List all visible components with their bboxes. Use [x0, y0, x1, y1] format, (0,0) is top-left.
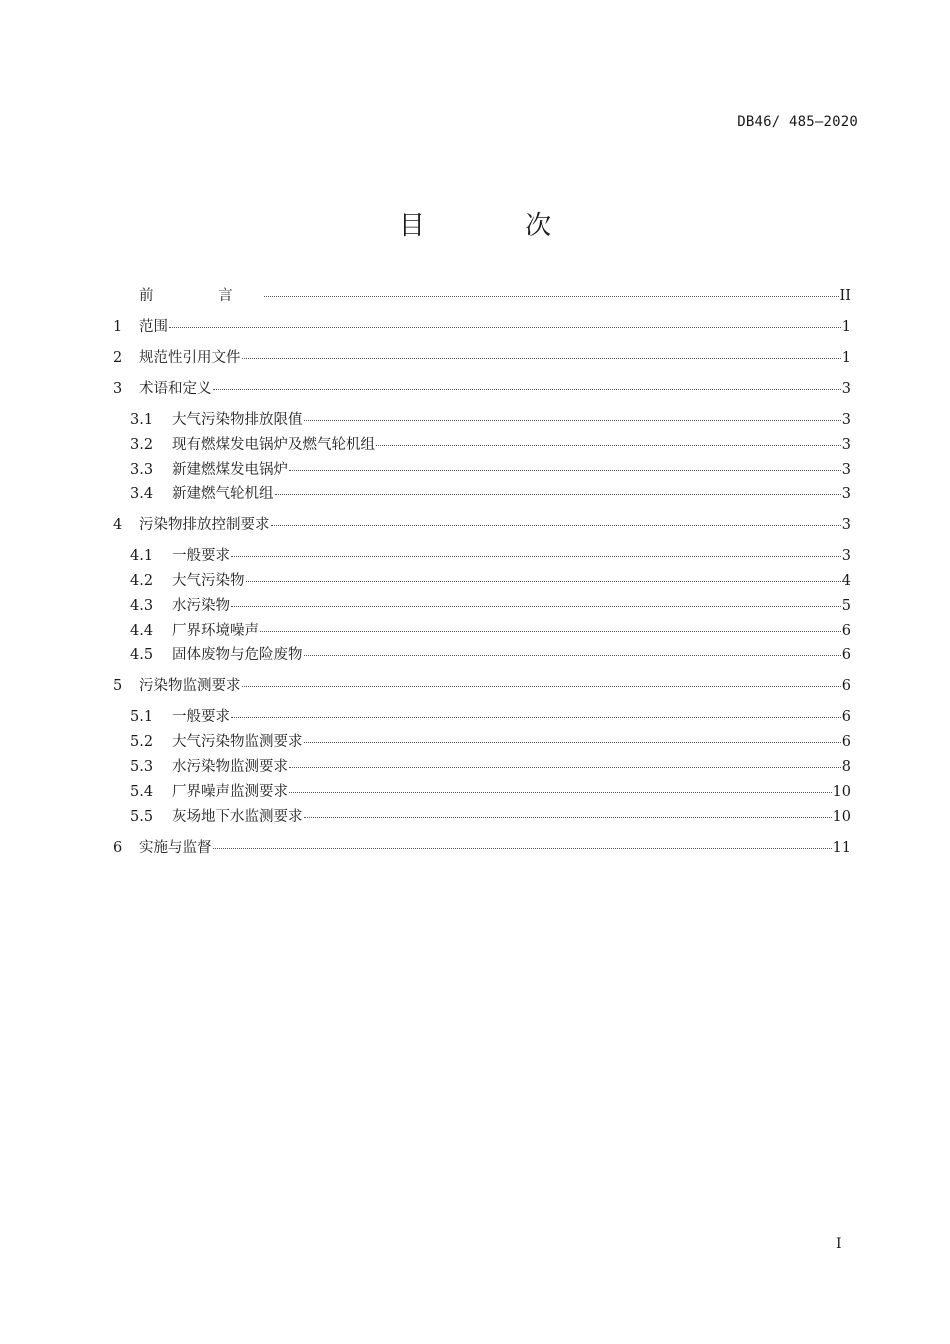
toc-leader-dots [169, 327, 841, 328]
toc-leader-dots [231, 717, 841, 718]
toc-subentry[interactable] [113, 705, 851, 730]
toc-subentry[interactable] [113, 730, 851, 755]
toc-subentry[interactable] [113, 594, 851, 619]
toc-entry[interactable] [113, 284, 851, 309]
toc-entry-label: 一般要求 [172, 548, 230, 565]
toc-leader-dots [275, 494, 841, 495]
toc-entry-number: 5.4 [130, 783, 154, 800]
toc-leader-dots [213, 389, 841, 390]
toc-entry-page: 3 [841, 380, 851, 397]
toc-entry-number: 6 [113, 839, 123, 856]
toc-subentry[interactable] [113, 805, 851, 830]
toc-entry-number: 1 [113, 318, 123, 335]
toc-leader-dots [271, 525, 841, 526]
toc-subentry[interactable] [113, 780, 851, 805]
toc-entry-number: 4.2 [130, 573, 154, 590]
toc-entry-label: 污染物排放控制要求 [139, 517, 270, 534]
toc-entry-page: 6 [841, 647, 851, 664]
toc-entry-number: 4.3 [130, 597, 154, 614]
toc-entry[interactable] [113, 674, 851, 699]
toc-entry-label: 范围 [139, 318, 168, 335]
toc-leader-dots [289, 792, 832, 793]
toc-entry-label: 厂界环境噪声 [172, 622, 259, 639]
toc-leader-dots [304, 655, 841, 656]
toc-leader-dots [213, 848, 832, 849]
toc-entry-page: 6 [841, 709, 851, 726]
toc-entry-number: 4.5 [130, 647, 154, 664]
document-code: DB46/ 485—2020 [737, 114, 858, 130]
toc-subentry[interactable] [113, 569, 851, 594]
toc-entry-number: 4 [113, 517, 123, 534]
toc-entry-label: 大气污染物 [172, 573, 245, 590]
toc-entry-label: 规范性引用文件 [139, 349, 241, 366]
toc-leader-dots [304, 817, 832, 818]
toc-leader-dots [289, 767, 841, 768]
toc-entry-label: 大气污染物排放限值 [172, 411, 303, 428]
table-of-contents [113, 284, 851, 860]
toc-entry-page: 1 [841, 318, 851, 335]
toc-entry-label: 新建燃气轮机组 [172, 486, 274, 503]
toc-leader-dots [231, 606, 841, 607]
toc-entry-number: 5 [113, 678, 123, 695]
toc-entry-number: 3.1 [130, 411, 154, 428]
toc-entry-page: 6 [841, 734, 851, 751]
toc-entry-page: II [839, 288, 851, 304]
toc-entry[interactable] [113, 836, 851, 861]
toc-entry[interactable] [113, 513, 851, 538]
toc-leader-dots [304, 420, 841, 421]
toc-entry-label: 厂界噪声监测要求 [172, 783, 288, 800]
toc-entry-page: 3 [841, 461, 851, 478]
toc-entry-number: 3.4 [130, 486, 154, 503]
toc-leader-dots [260, 631, 841, 632]
toc-entry-page: 6 [841, 678, 851, 695]
toc-entry-page: 10 [832, 808, 851, 825]
toc-entry-number: 3.2 [130, 436, 154, 453]
toc-entry-label: 实施与监督 [139, 839, 212, 856]
toc-entry-number: 2 [113, 349, 123, 366]
toc-entry-number: 4.4 [130, 622, 154, 639]
toc-entry-label: 前 言 [139, 288, 263, 304]
toc-leader-dots [231, 556, 841, 557]
toc-entry-number: 5.1 [130, 709, 154, 726]
toc-leader-dots [246, 581, 841, 582]
toc-leader-dots [289, 470, 841, 471]
toc-entry-page: 4 [841, 573, 851, 590]
toc-entry-number: 4.1 [130, 548, 154, 565]
toc-subentry[interactable] [113, 408, 851, 433]
toc-entry-page: 6 [841, 622, 851, 639]
toc-leader-dots [376, 445, 841, 446]
toc-entry-page: 3 [841, 411, 851, 428]
toc-entry-label: 水污染物 [172, 597, 230, 614]
toc-entry-label: 术语和定义 [139, 380, 212, 397]
toc-entry-page: 3 [841, 548, 851, 565]
toc-leader-dots [304, 742, 841, 743]
page-number: I [836, 1236, 842, 1252]
toc-entry[interactable] [113, 346, 851, 371]
toc-subentry[interactable] [113, 544, 851, 569]
toc-leader-dots [242, 358, 841, 359]
toc-entry-label: 一般要求 [172, 709, 230, 726]
toc-entry-label: 固体废物与危险废物 [172, 647, 303, 664]
toc-leader-dots [264, 296, 839, 297]
toc-subentry[interactable] [113, 433, 851, 458]
toc-subentry[interactable] [113, 619, 851, 644]
toc-entry-page: 3 [841, 436, 851, 453]
toc-entry-label: 新建燃煤发电锅炉 [172, 461, 288, 478]
toc-entry-page: 10 [832, 783, 851, 800]
toc-entry-label: 灰场地下水监测要求 [172, 808, 303, 825]
toc-entry-page: 1 [841, 349, 851, 366]
toc-title: 目 次 [398, 211, 598, 241]
toc-entry-number: 3.3 [130, 461, 154, 478]
toc-entry-number: 5.2 [130, 734, 154, 751]
toc-entry-page: 3 [841, 486, 851, 503]
toc-entry-page: 5 [841, 597, 851, 614]
toc-entry-page: 3 [841, 517, 851, 534]
toc-entry-number: 5.5 [130, 808, 154, 825]
toc-entry-label: 污染物监测要求 [139, 678, 241, 695]
toc-entry-page: 11 [832, 839, 851, 856]
toc-subentry[interactable] [113, 755, 851, 780]
toc-entry[interactable] [113, 315, 851, 340]
toc-subentry[interactable] [113, 458, 851, 483]
toc-entry-page: 8 [841, 759, 851, 776]
toc-entry-label: 现有燃煤发电锅炉及燃气轮机组 [172, 436, 375, 453]
toc-subentry[interactable] [113, 482, 851, 507]
toc-entry-number: 5.3 [130, 759, 154, 776]
toc-subentry[interactable] [113, 643, 851, 668]
toc-entry-number: 3 [113, 380, 123, 397]
toc-entry-label: 大气污染物监测要求 [172, 734, 303, 751]
toc-entry[interactable] [113, 377, 851, 402]
toc-leader-dots [242, 686, 841, 687]
toc-entry-label: 水污染物监测要求 [172, 759, 288, 776]
